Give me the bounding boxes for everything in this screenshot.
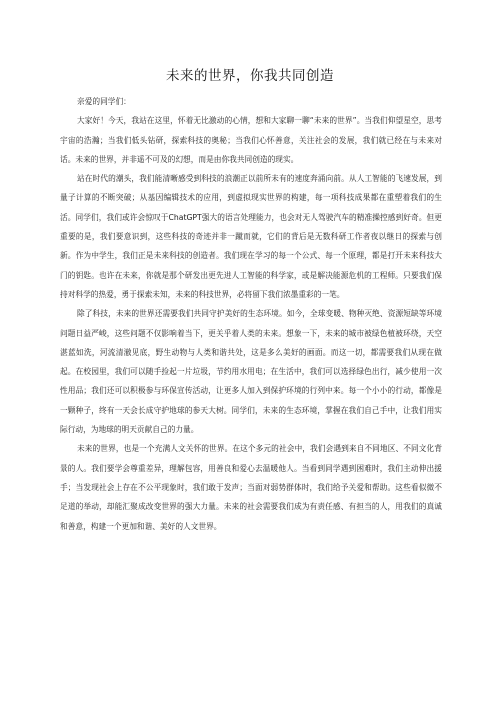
paragraph-technology: 站在时代的潮头，我们能清晰感受到科技的浪潮正以前所未有的速度奔涌向前。从人工智能的飞速发展，到量子计算的不断突破；从基因编辑技术的应用，到虚拟现实世界的构建，每一项科技成果都在重塑着我们的生活。同学们，我们或许会惊叹于ChatGPT强大的语言处理能力，也会对无人驾驶汽车的精准操控感到好奇。但更重要的是，我们要意识到，这些科技的奇迹并非一蹴而就，它们的背后是无数科研工作者夜以继日的探索与创新。作为中学生，我们正是未来科技的创造者。我们现在学习的每一个公式、每一个原理，都是打开未来科技大门的钥匙。也许在未来，你就是那个研发出更先进人工智能的科学家，或是解决能源危机的工程师。只要我们保持对科学的热爱，勇于探索未知，未来的科技世界，必将留下我们浓墨重彩的一笔。 (60, 174, 442, 299)
document-title: 未来的世界，你我共同创造 (166, 68, 334, 84)
document-body (60, 92, 442, 536)
paragraph-environment: 除了科技，未来的世界还需要我们共同守护美好的生态环境。如今，全球变暖、物种灭绝、资源短缺等环境问题日益严峻，这些问题不仅影响着当下，更关乎着人类的未来。想象一下，未来的城市被绿色植被环绕，天空湛蓝如洗，河流清澈见底，野生动物与人类和谐共处，这是多么美好的画面。而这一切，都需要我们从现在做起。在校园里，我们可以随手捡起一片垃圾，节约用水用电；在生活中，我们可以选择绿色出行，减少使用一次性用品；我们还可以积极参与环保宣传活动，让更多人加入到保护环境的行列中来。每一个小小的行动，都像是一颗种子，终有一天会长成守护地球的参天大树。同学们，未来的生态环境，掌握在我们自己手中，让我们用实际行动，为地球的明天贡献自己的力量。 (60, 309, 442, 435)
paragraph-humanity: 未来的世界，也是一个充满人文关怀的世界。在这个多元的社会中，我们会遇到来自不同地区、不同文化背景的人。我们要学会尊重差异，理解包容，用善良和爱心去温暖他人。当看到同学遇到困难时，我们主动伸出援手；当发现社会上存在不公平现象时，我们敢于发声；当面对弱势群体时，我们给予关爱和帮助。这些看似微不足道的举动，却能汇聚成改变世界的强大力量。未来的社会需要我们成为有责任感、有担当的人，用我们的真诚和善意，构建一个更加和谐、美好的人文世界。 (60, 444, 442, 531)
salutation: 亲爱的同学们： (77, 97, 131, 106)
paragraph-greeting: 大家好！今天，我站在这里，怀着无比激动的心情，想和大家聊一聊“未来的世界”。当我们仰望星空，思考宇宙的浩瀚；当我们低头钻研，探索科技的奥秘；当我们心怀善意，关注社会的发展，我们就已经在与未来对话。未来的世界，并非遥不可及的幻想，而是由你我共同创造的现实。 (60, 116, 442, 164)
